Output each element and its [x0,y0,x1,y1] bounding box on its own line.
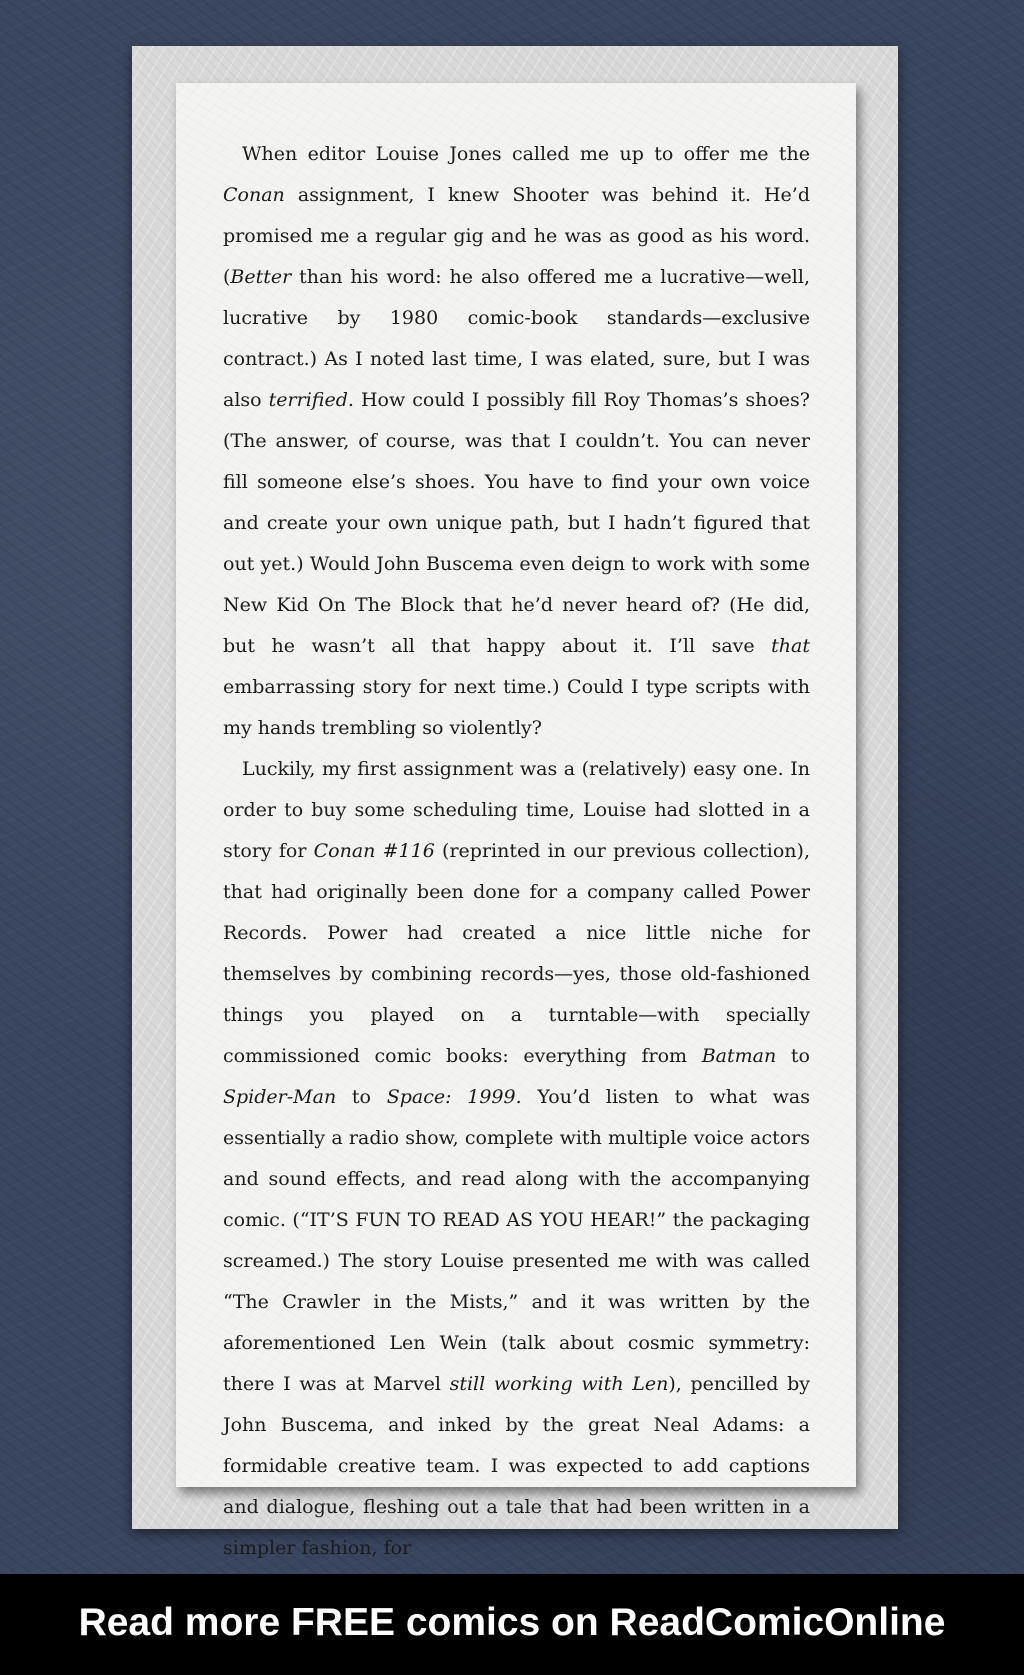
article-paragraph: When editor Louise Jones called me up to offer me the Conan assignment, I knew Shooter was behind it. He’d promised me a regular gig and he was as good as his word. (Better than his word: he also offered me a lucrative—well, lucrative by 1980 comic-book standards—exclusive contract.) As I noted last time, I was elated, sure, but I was also terrified. How could I possibly fill Roy Thomas’s shoes? (The answer, of course, was that I couldn’t. You can never fill someone else’s shoes. You have to find your own voice and create your own unique path, but I hadn’t figured that out yet.) Would John Buscema even deign to work with some New Kid On The Block that he’d never heard of? (He did, but he wasn’t all that happy about it. I’ll save that embarrassing story for next time.) Could I type scripts with my hands trembling so violently? [223,143,810,739]
article-text [223,134,810,1569]
promo-banner-text[interactable]: Read more FREE comics on ReadComicOnline [78,1601,946,1644]
article-paragraph: Luckily, my first assignment was a (relatively) easy one. In order to buy some scheduling time, Louise had slotted in a story for Conan #116 (reprinted in our previous collection), that had originally been done for a company called Power Records. Power had created a nice little niche for themselves by combining records—yes, those old-fashioned things you played on a turntable—with specially commissioned comic books: everything from Batman to Spider-Man to Space: 1999. You’d listen to what was essentially a radio show, complete with multiple voice actors and sound effects, and read along with the accompanying comic. (“IT’S FUN TO READ AS YOU HEAR!” the packaging screamed.) The story Louise presented me with was called “The Crawler in the Mists,” and it was written by the aforementioned Len Wein (talk about cosmic symmetry: there I was at Marvel still working with Len), pencilled by John Buscema, and inked by the great Neal Adams: a formidable creative team. I was expected to add captions and dialogue, fleshing out a tale that had been written in a simpler fashion, for [223,758,811,1559]
